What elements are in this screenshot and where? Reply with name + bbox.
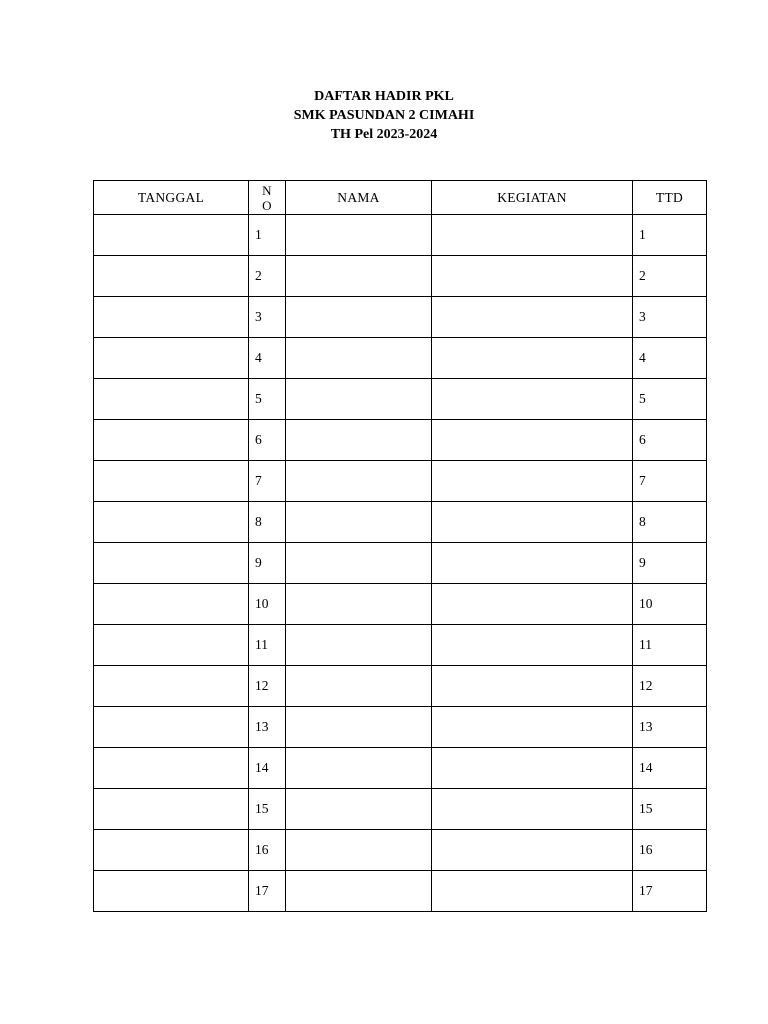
table-row [94,871,707,912]
cell-nama [286,748,432,789]
table-row [94,584,707,625]
column-header-no-bottom: O [262,197,272,213]
cell-nama [286,420,432,461]
cell-kegiatan [432,502,633,543]
cell-no: 5 [249,379,286,420]
cell-nama [286,256,432,297]
cell-no: 8 [249,502,286,543]
cell-nama [286,379,432,420]
cell-nama [286,871,432,912]
cell-no: 1 [249,215,286,256]
cell-nama [286,215,432,256]
cell-tanggal [94,338,249,379]
cell-kegiatan [432,748,633,789]
cell-ttd: 3 [633,297,707,338]
cell-tanggal [94,789,249,830]
header-row [94,181,707,215]
cell-nama [286,707,432,748]
cell-kegiatan [432,297,633,338]
cell-kegiatan [432,871,633,912]
table-row [94,707,707,748]
table-row [94,748,707,789]
cell-nama [286,584,432,625]
cell-no: 17 [249,871,286,912]
cell-ttd: 1 [633,215,707,256]
cell-nama [286,543,432,584]
cell-tanggal [94,379,249,420]
school-name: SMK PASUNDAN 2 CIMAHI [293,108,475,123]
cell-tanggal [94,256,249,297]
cell-ttd: 7 [633,461,707,502]
table-body [94,215,707,912]
cell-tanggal [94,830,249,871]
cell-no: 16 [249,830,286,871]
table-row [94,256,707,297]
cell-kegiatan [432,666,633,707]
cell-kegiatan [432,420,633,461]
cell-kegiatan [432,338,633,379]
cell-no: 9 [249,543,286,584]
cell-kegiatan [432,707,633,748]
cell-ttd: 9 [633,543,707,584]
table-row [94,297,707,338]
cell-nama [286,789,432,830]
cell-ttd: 10 [633,584,707,625]
cell-ttd: 6 [633,420,707,461]
cell-tanggal [94,420,249,461]
column-header-no-top: N [262,182,272,198]
cell-tanggal [94,625,249,666]
cell-kegiatan [432,625,633,666]
cell-ttd: 16 [633,830,707,871]
cell-ttd: 13 [633,707,707,748]
attendance-table [93,180,707,912]
cell-nama [286,461,432,502]
cell-ttd: 15 [633,789,707,830]
cell-kegiatan [432,215,633,256]
cell-no: 3 [249,297,286,338]
column-header-nama: NAMA [286,181,432,215]
cell-no: 15 [249,789,286,830]
document-header [0,87,768,144]
column-header-kegiatan: KEGIATAN [432,181,633,215]
cell-nama [286,297,432,338]
cell-tanggal [94,666,249,707]
cell-ttd: 2 [633,256,707,297]
cell-kegiatan [432,256,633,297]
table-row [94,379,707,420]
cell-tanggal [94,215,249,256]
cell-no: 14 [249,748,286,789]
cell-no: 2 [249,256,286,297]
column-header-tanggal: TANGGAL [94,181,249,215]
document-title: DAFTAR HADIR PKL [314,89,454,104]
cell-no: 6 [249,420,286,461]
cell-kegiatan [432,543,633,584]
cell-tanggal [94,297,249,338]
table-row [94,338,707,379]
table-row [94,215,707,256]
cell-tanggal [94,707,249,748]
cell-no: 11 [249,625,286,666]
table-row [94,420,707,461]
cell-tanggal [94,543,249,584]
cell-ttd: 4 [633,338,707,379]
cell-kegiatan [432,584,633,625]
cell-ttd: 12 [633,666,707,707]
cell-no: 10 [249,584,286,625]
cell-tanggal [94,748,249,789]
cell-kegiatan [432,461,633,502]
cell-kegiatan [432,379,633,420]
cell-nama [286,338,432,379]
cell-ttd: 8 [633,502,707,543]
cell-nama [286,502,432,543]
academic-year: TH Pel 2023-2024 [330,127,438,142]
cell-ttd: 17 [633,871,707,912]
table-row [94,543,707,584]
column-header-no [249,181,286,215]
table-row [94,830,707,871]
cell-tanggal [94,584,249,625]
cell-no: 7 [249,461,286,502]
table-row [94,789,707,830]
cell-nama [286,625,432,666]
cell-no: 12 [249,666,286,707]
cell-ttd: 11 [633,625,707,666]
cell-kegiatan [432,789,633,830]
cell-tanggal [94,871,249,912]
cell-kegiatan [432,830,633,871]
cell-no: 4 [249,338,286,379]
cell-nama [286,666,432,707]
table-row [94,666,707,707]
table-row [94,461,707,502]
cell-nama [286,830,432,871]
cell-tanggal [94,502,249,543]
table-row [94,625,707,666]
cell-tanggal [94,461,249,502]
cell-no: 13 [249,707,286,748]
column-header-ttd: TTD [633,181,707,215]
cell-ttd: 14 [633,748,707,789]
table-header [94,181,707,215]
table-row [94,502,707,543]
cell-ttd: 5 [633,379,707,420]
